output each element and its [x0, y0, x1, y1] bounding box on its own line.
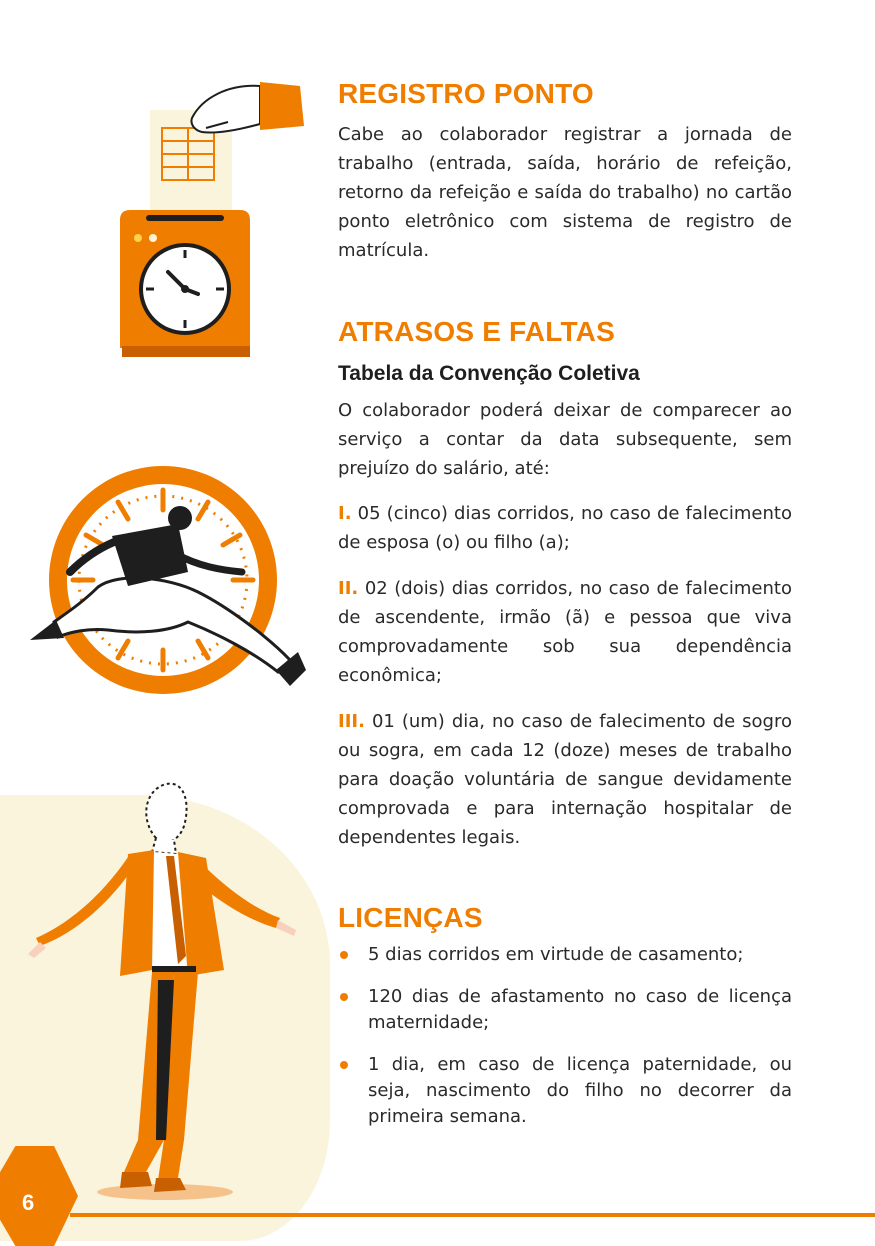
- page-number: 6: [22, 1190, 35, 1215]
- footer-rule: [70, 1213, 875, 1217]
- atrasos-item-2: [338, 574, 792, 690]
- licenca-item: 120 dias de afastamento no caso de licença maternidade;: [338, 984, 792, 1036]
- licencas-section: [338, 902, 792, 1130]
- licencas-list: [338, 942, 792, 1130]
- registro-ponto-title: REGISTRO PONTO: [338, 78, 594, 109]
- businessman-illustration: [28, 780, 318, 1205]
- time-clock-illustration: [110, 78, 310, 363]
- item-1-text: 05 (cinco) dias corridos, no caso de falecimento de esposa (o) ou filho (a);: [338, 503, 792, 553]
- atrasos-item-3: [338, 707, 792, 852]
- atrasos-faltas-section: [338, 316, 792, 852]
- item-2-text: 02 (dois) dias corridos, no caso de falecimento de ascendente, irmão (ã) e pessoa que viva comprovadamente sob sua dependência econômica;: [338, 578, 792, 686]
- licenca-item: 5 dias corridos em virtude de casamento;: [338, 942, 792, 968]
- atrasos-intro: O colaborador poderá deixar de comparecer ao serviço a contar da data subsequente, sem prejuízo do salário, até:: [338, 400, 792, 479]
- item-1-numeral: I.: [338, 503, 352, 524]
- licenca-item: 1 dia, em caso de licença paternidade, ou seja, nascimento do filho no decorrer da primeira semana.: [338, 1052, 792, 1130]
- running-man-clock-illustration: [28, 462, 318, 702]
- item-2-numeral: II.: [338, 578, 359, 599]
- licencas-title: LICENÇAS: [338, 902, 483, 933]
- tabela-subtitle: Tabela da Convenção Coletiva: [338, 362, 640, 385]
- item-3-text: 01 (um) dia, no caso de falecimento de sogro ou sogra, em cada 12 (doze) meses de trabalho para doação voluntária de sangue devidamente comprovada e para internação hospitalar de dependentes legais.: [338, 711, 792, 848]
- registro-ponto-section: [338, 78, 792, 265]
- registro-ponto-body: Cabe ao colaborador registrar a jornada de trabalho (entrada, saída, horário de refeição, retorno da refeição e saída do trabalho) no cartão ponto eletrônico com sistema de registro de matrícula.: [338, 124, 792, 261]
- content-column: [338, 78, 792, 1130]
- atrasos-faltas-title: ATRASOS E FALTAS: [338, 316, 615, 347]
- item-3-numeral: III.: [338, 711, 365, 732]
- atrasos-item-1: [338, 499, 792, 557]
